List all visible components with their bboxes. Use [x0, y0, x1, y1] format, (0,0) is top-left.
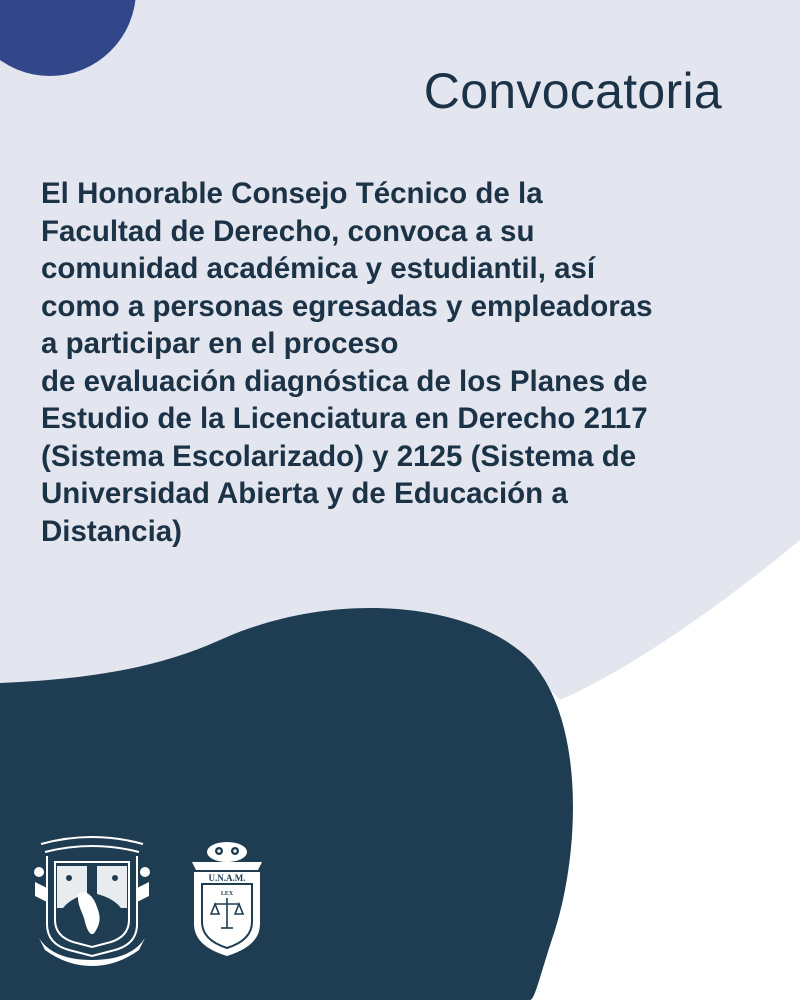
- crest-center-text: LEX: [220, 891, 234, 897]
- crest-top-text: U.N.A.M.: [208, 873, 246, 883]
- page-title: Convocatoria: [423, 63, 722, 119]
- facultad-derecho-crest-icon: [188, 840, 266, 958]
- announcement-line: Distancia): [41, 514, 182, 548]
- announcement-line: Estudio de la Licenciatura en Derecho 2117: [41, 402, 648, 435]
- announcement-line: Universidad Abierta y de Educación a: [41, 477, 568, 510]
- unam-seal-icon: [33, 832, 151, 966]
- announcement-line: El Honorable Consejo Técnico de la: [41, 177, 543, 210]
- announcement-line: Facultad de Derecho, convoca a su: [41, 214, 535, 248]
- announcement-line: de evaluación diagnóstica de los Planes de: [41, 364, 648, 398]
- announcement-text: [41, 175, 771, 550]
- announcement-line: como a personas egresadas y empleadoras: [41, 289, 653, 323]
- announcement-line: a participar en el proceso: [41, 327, 399, 360]
- announcement-line: (Sistema Escolarizado) y 2125 (Sistema de: [41, 439, 637, 473]
- announcement-line: comunidad académica y estudiantil, así: [41, 252, 596, 285]
